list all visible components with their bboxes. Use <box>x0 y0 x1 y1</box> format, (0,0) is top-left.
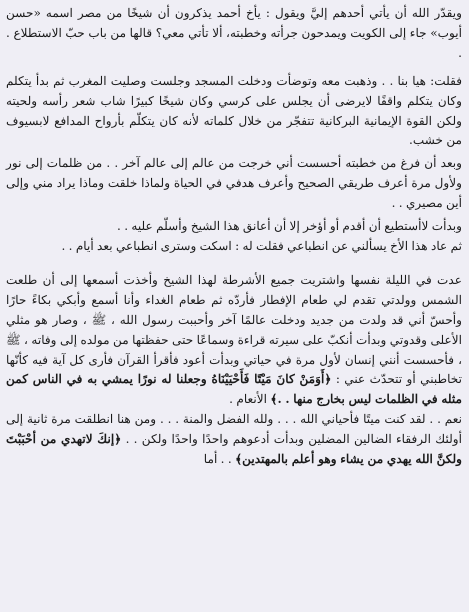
paragraph-text: نعم . . لقد كنت ميتًا فأحياني الله . . . ولله الفضل والمنة . . . ومن هنا انطلقت مرة ثانية إلى أولئك الرفقاء الضالين المضلين وبدأت أدعوهم واحدًا واحدًا ولكن . . <box>6 412 462 447</box>
paragraph: ويقدّر الله أن يأتي أحدهم إليَّ ويقول : يأخ أحمد يذكرون أن شيخًا من مصر اسمه «حسن أيوب» جاء إلى الكويت ويمدحون جرأته وخطبته، ألا تأتي معي؟ قالها من باب حبّ الاستطلاع . . <box>6 6 462 60</box>
paragraph: وبدأت لاأستطيع أن أقدم أو أؤخر إلا أن أعانق هذا الشيخ وأسلّم عليه . . <box>117 219 462 234</box>
paragraph <box>6 410 462 470</box>
paragraph: ثم عاد هذا الأخ يسألني عن انطباعي فقلت له : اسكت وسترى انطباعي بعد أيام . . <box>61 238 462 253</box>
paragraph-continuation: . . أما <box>203 452 232 467</box>
quran-reference: الأنعام . <box>229 392 267 407</box>
paragraph-text: عدت في الليلة نفسها واشتريت جميع الأشرطة لهذا الشيخ وأخذت أسمعها إلى أن طلعت الشمس وولدتي تقدم لي طعام الإفطار فأردّه ثم طعام الغداء وأنا أسمع وأبكي بكاءً حارًا وأحسّ أني قد ولدت من جديد ودخلت عالمًا آخر وأحببت رسول الله ، ﷺ ، وصار هو مثلي الأعلى وقدوتي وبدأت أنكبّ على سيرته قراءة وسماعًا حتى حفظتها من مولده إلى وفاته ، ﷺ ، فأحسست أنني إنسان لأول مرة في حياتي وبدأت أعود فأقرأ القرآن فأرى كل آية فيه كأنّها تخاطبني أو تتحدّث عني : <box>6 272 462 387</box>
paragraph: وبعد أن فرغ من خطبته أحسست أني خرجت من عالم إلى عالم آخر . . من ظلمات إلى نور ولأول مرة أعرف طريقي الصحيح وأعرف هدفي في الحياة ولماذا خلقت وماذا يراد مني وإلى أين مصيري . . <box>6 156 462 211</box>
quran-quote: ﴿أَوَمَنْ كانَ مَيْتًا فَأَحْيَيْنَاهُ وجعلنا له نورًا يمشي به في الناس كمن مثله في الظلمات ليس بخارج منها . .﴾ <box>6 372 462 407</box>
paragraph: فقلت: هيا بنا . . وذهبت معه وتوضأت ودخلت المسجد وجلست وصليت المغرب ثم بدأ يتكلم وكان يتكلم واقفًا لايرضى أن يجلس على كرسي وكان شيخًا كبيرًا شاب شعر رأسه ولحيته ولكن القوة الإيمانية البركانية تتفجّر من خلال كلماته لأنه كان يتكلّم بأرواح المدافع لابسيوف من خشب. <box>6 73 462 148</box>
paragraph <box>6 271 462 410</box>
quran-quote: ﴿إنكَ لاتهدي من أحْبَبْتَ ولكنَّ الله يهدي من يشاء وهو أعلم بالمهتدين﴾ <box>6 432 462 467</box>
